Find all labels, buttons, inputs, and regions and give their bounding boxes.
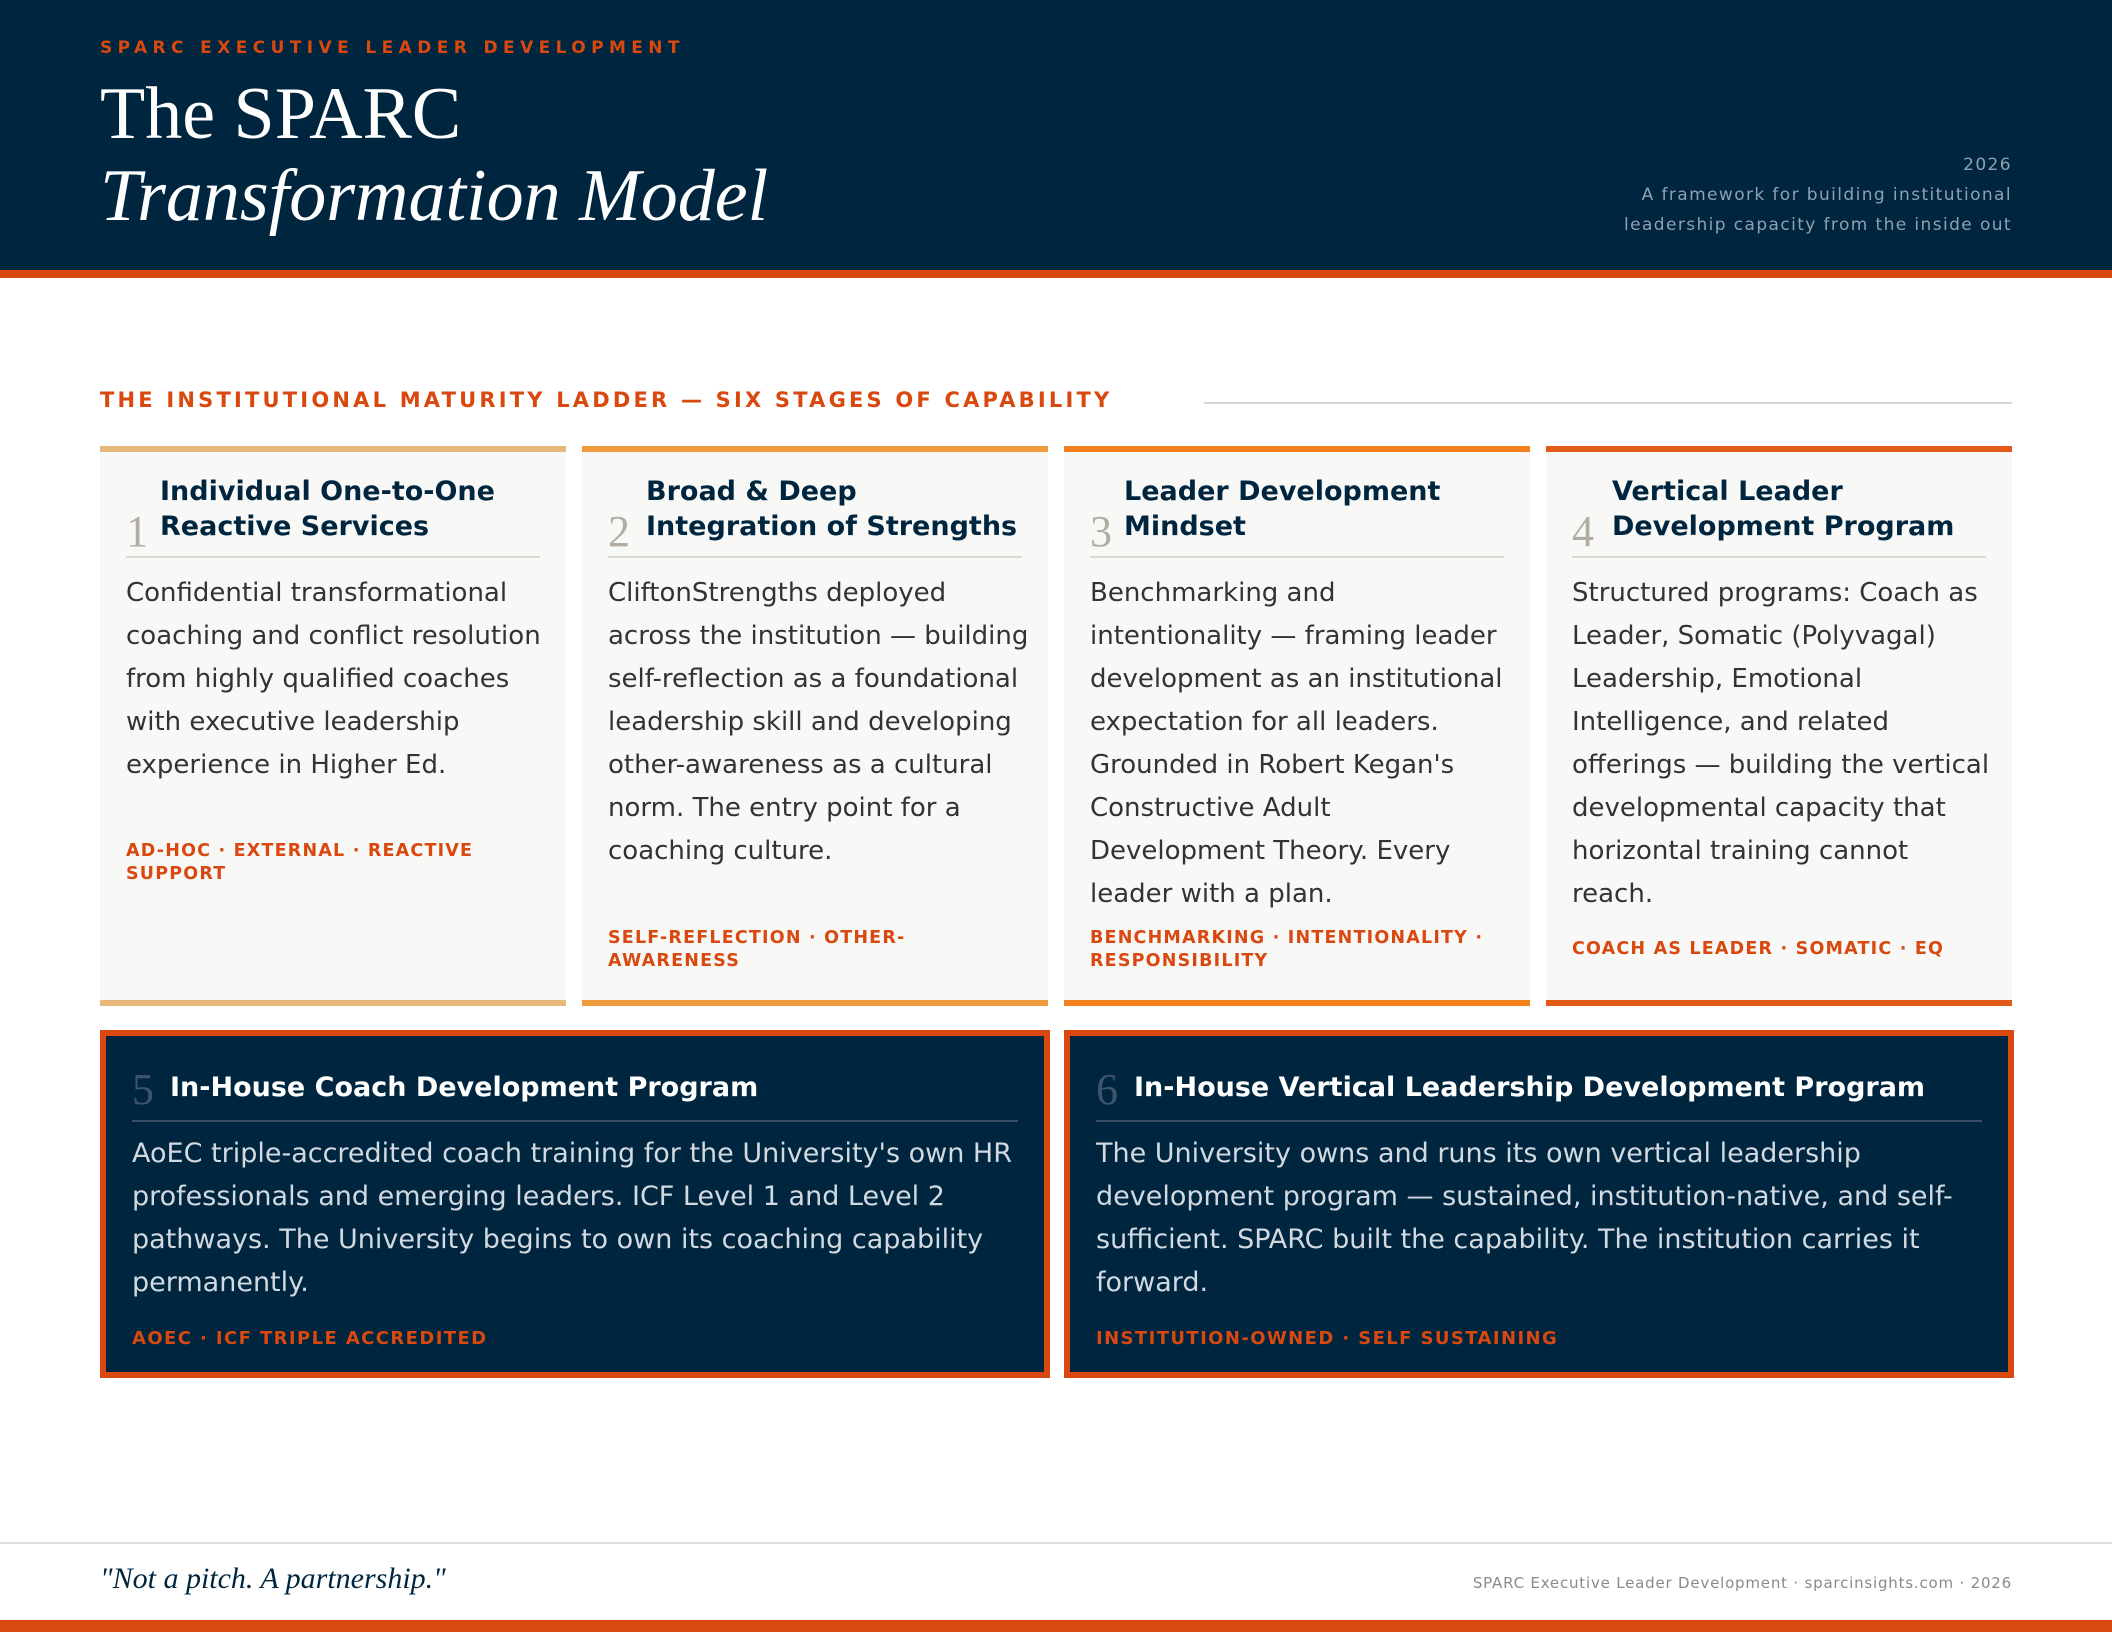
stage-title (1124, 474, 1510, 544)
page-title-line-2: Transformation Model (100, 155, 769, 237)
stage-tags: INSTITUTION-OWNED · SELF SUSTAINING (1096, 1328, 1559, 1349)
stage-title (646, 474, 1028, 544)
stage-accent-bar-bottom (1546, 1000, 2012, 1006)
section-heading-rule (1204, 402, 2012, 404)
stage-title (160, 474, 546, 544)
stage-number: 6 (1096, 1065, 1118, 1114)
header-accent-rule (0, 270, 2112, 278)
brand-eyebrow: SPARC EXECUTIVE LEADER DEVELOPMENT (100, 38, 685, 58)
header-tagline-line-2: leadership capacity from the inside out (1623, 215, 2012, 235)
stage-description: AoEC triple-accredited coach training for the University's own HR professionals and emerging leaders. ICF Level 1 and Level 2 pathways. The University begins to own its coaching capability permanently. (132, 1138, 1012, 1298)
stage-divider (1572, 556, 1986, 558)
stage-title: In-House Vertical Leadership Development Program (1134, 1072, 1926, 1103)
stage-accent-bar (1546, 446, 2012, 452)
stage-tags: COACH AS LEADER · SOMATIC · EQ (1572, 939, 1945, 959)
stage-card-5 (100, 1030, 1050, 1378)
header-meta (1452, 150, 2012, 240)
stage-title-line-1: Individual One-to-One (160, 476, 495, 507)
stage-divider (608, 556, 1022, 558)
stage-number: 3 (1090, 507, 1112, 556)
footer-accent-bar (0, 1620, 2112, 1632)
stage-accent-bar (582, 446, 1048, 452)
stage-title (1612, 474, 1992, 544)
stage-number: 5 (132, 1065, 154, 1114)
stage-title-line-2: Integration of Strengths (646, 511, 1018, 542)
stage-divider (1090, 556, 1504, 558)
stage-description: CliftonStrengths deployed across the institution — building self-reflection as a foundational leadership skill and developing other-awareness as a cultural norm. The entry point for a coaching culture. (608, 578, 1029, 866)
page-header (0, 0, 2112, 270)
stage-number: 1 (126, 507, 148, 556)
footer-credit: SPARC Executive Leader Development · sparcinsights.com · 2026 (1472, 1574, 2012, 1592)
stage-title-line-2: Reactive Services (160, 511, 430, 542)
section-heading: THE INSTITUTIONAL MATURITY LADDER — SIX STAGES OF CAPABILITY (100, 388, 1113, 412)
stage-description: Confidential transformational coaching and conflict resolution from highly qualified coaches with executive leadership experience in Higher Ed. (126, 578, 541, 780)
stage-tags: AOEC · ICF TRIPLE ACCREDITED (132, 1328, 488, 1349)
stage-card-4 (1546, 446, 2012, 1006)
header-tagline-line-1: A framework for building institutional (1641, 185, 2012, 205)
page-title-line-1: The SPARC (100, 73, 462, 155)
footer-divider (0, 1542, 2112, 1544)
stage-description: Structured programs: Coach as Leader, Somatic (Polyvagal) Leadership, Emotional Intelligence, and related offerings — building the vertical developmental capacity that horizontal training cannot reach. (1572, 578, 1990, 909)
footer-quote: "Not a pitch. A partnership." (100, 1562, 446, 1595)
stage-number: 4 (1572, 507, 1594, 556)
stage-accent-bar-bottom (1064, 1000, 1530, 1006)
stage-tags: AD-HOC · EXTERNAL · REACTIVE SUPPORT (126, 841, 474, 884)
stage-accent-bar (1064, 446, 1530, 452)
stage-accent-bar (100, 446, 566, 452)
stage-card-1 (100, 446, 566, 1006)
stage-title-line-1: Broad & Deep (646, 476, 857, 507)
stage-card-2 (582, 446, 1048, 1006)
stage-title-line-2: Development Program (1612, 511, 1955, 542)
stage-divider (1096, 1120, 1982, 1122)
stage-title-line-1: Leader Development (1124, 476, 1441, 507)
header-year: 2026 (1963, 155, 2012, 175)
stage-divider (126, 556, 540, 558)
stage-description: The University owns and runs its own vertical leadership development program — sustained, institution-native, and self-sufficient. SPARC built the capability. The institution carries it forward. (1096, 1138, 1953, 1298)
stage-accent-bar-bottom (100, 1000, 566, 1006)
stage-title: In-House Coach Development Program (170, 1072, 759, 1103)
stage-title-line-2: Mindset (1124, 511, 1246, 542)
stage-card-3 (1064, 446, 1530, 1006)
stage-card-6 (1064, 1030, 2014, 1378)
stage-description: Benchmarking and intentionality — framing leader development as an institutional expectation for all leaders. Grounded in Robert Kegan's Constructive Adult Development Theory. Every leader with a plan. (1090, 578, 1503, 909)
stage-accent-bar-bottom (582, 1000, 1048, 1006)
stage-tags: BENCHMARKING · INTENTIONALITY · RESPONSIBILITY (1090, 928, 1484, 971)
stage-title-line-1: Vertical Leader (1612, 476, 1843, 507)
stage-number: 2 (608, 507, 630, 556)
stage-tags: SELF-REFLECTION · OTHER-AWARENESS (608, 928, 906, 971)
stage-divider (132, 1120, 1018, 1122)
